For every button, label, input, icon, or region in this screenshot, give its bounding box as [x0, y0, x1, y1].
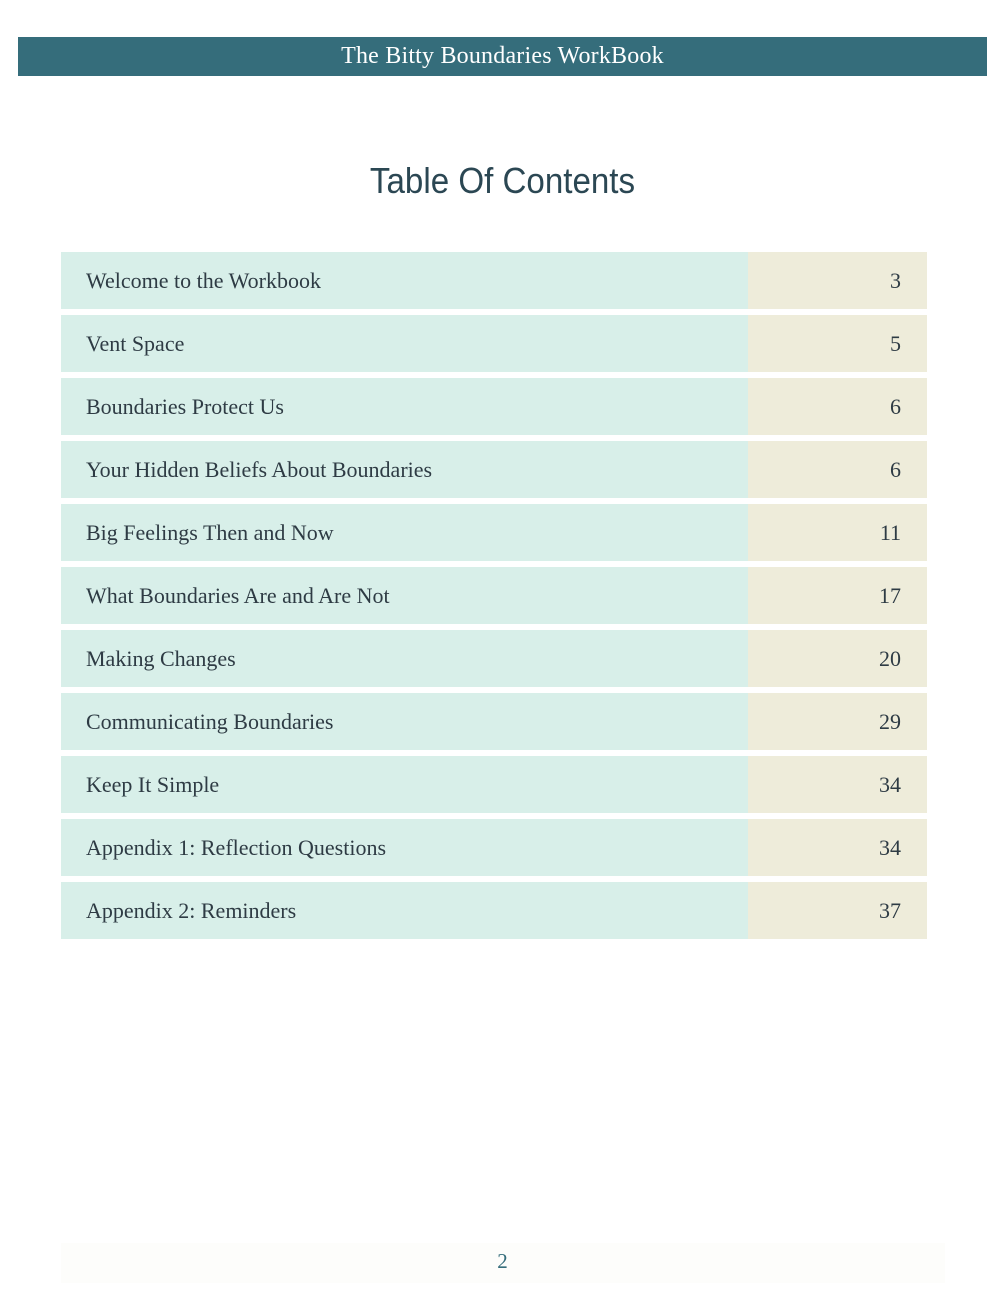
toc-entry-title: Appendix 2: Reminders [61, 882, 748, 939]
toc-entry-page: 6 [748, 378, 927, 435]
toc-entry-page: 34 [748, 819, 927, 876]
toc-row[interactable] [61, 756, 927, 813]
toc-entry-page: 11 [748, 504, 927, 561]
toc-entry-page: 5 [748, 315, 927, 372]
header-bar [18, 37, 987, 76]
toc-entry-page: 37 [748, 882, 927, 939]
toc-row[interactable] [61, 567, 927, 624]
toc-row[interactable] [61, 630, 927, 687]
table-of-contents [61, 252, 927, 945]
toc-entry-title: Your Hidden Beliefs About Boundaries [61, 441, 748, 498]
toc-entry-title: Big Feelings Then and Now [61, 504, 748, 561]
page-number: 2 [497, 1249, 508, 1273]
toc-row[interactable] [61, 693, 927, 750]
toc-row[interactable] [61, 252, 927, 309]
toc-entry-page: 17 [748, 567, 927, 624]
toc-entry-title: Welcome to the Workbook [61, 252, 748, 309]
toc-entry-page: 29 [748, 693, 927, 750]
toc-entry-title: Communicating Boundaries [61, 693, 748, 750]
toc-row[interactable] [61, 315, 927, 372]
toc-row[interactable] [61, 819, 927, 876]
toc-entry-title: Keep It Simple [61, 756, 748, 813]
toc-entry-title: Appendix 1: Reflection Questions [61, 819, 748, 876]
toc-entry-page: 34 [748, 756, 927, 813]
toc-row[interactable] [61, 882, 927, 939]
toc-entry-page: 3 [748, 252, 927, 309]
toc-entry-page: 6 [748, 441, 927, 498]
toc-row[interactable] [61, 504, 927, 561]
toc-entry-title: Vent Space [61, 315, 748, 372]
toc-entry-title: Making Changes [61, 630, 748, 687]
toc-row[interactable] [61, 441, 927, 498]
page-title: Table Of Contents [369, 160, 636, 201]
toc-row[interactable] [61, 378, 927, 435]
toc-entry-page: 20 [748, 630, 927, 687]
toc-entry-title: What Boundaries Are and Are Not [61, 567, 748, 624]
toc-entry-title: Boundaries Protect Us [61, 378, 748, 435]
header-title: The Bitty Boundaries WorkBook [341, 43, 664, 69]
